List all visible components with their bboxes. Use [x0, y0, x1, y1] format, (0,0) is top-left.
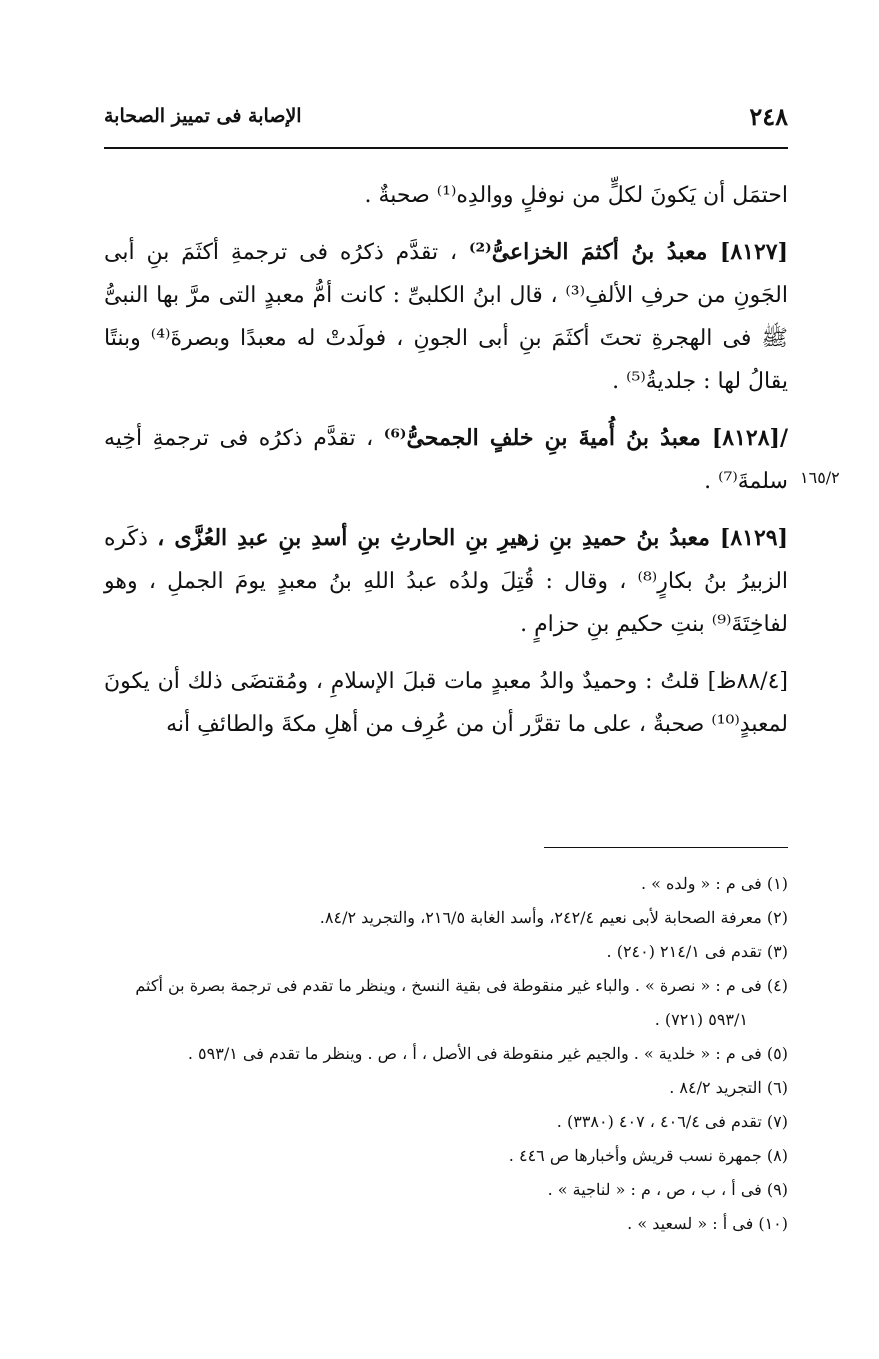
paragraph-continuation [104, 174, 788, 217]
footnote-1: (١) فى م : « ولده » . [640, 874, 788, 893]
main-text [104, 174, 788, 760]
entry-text: ، تقدَّم ذكرُه فى ترجمةِ أخِيه سلمةَ⁽⁷⁾ . [104, 426, 788, 494]
footnote-9: (٩) فى أ ، ب ، ص ، م : « لناجية » . [547, 1180, 788, 1199]
entry-heading: [٨١٢٧] معبدُ بنُ أكثمَ الخزاعىُّ⁽²⁾ [468, 239, 788, 265]
running-header [104, 96, 788, 136]
footnote-3: (٣) تقدم فى ٢١٤/١ (٢٤٠) . [606, 942, 788, 961]
entry-heading: /[٨١٢٨] معبدُ بنُ أُميةَ بنِ خلفٍ الجمحىُّ⁽⁶⁾ [383, 425, 788, 451]
entry-text: ذكَره الزبيرُ بنُ بكارٍ⁽⁸⁾ ، وقال : قُتِلَ ولدُه عبدُ اللهِ بنُ معبدٍ يومَ الجملِ ، وهو لفاخِتَةَ⁽⁹⁾ بنتِ حكيمِ بنِ حزامٍ . [104, 526, 789, 637]
footnote-6: (٦) التجريد ٨٤/٢ . [669, 1078, 788, 1097]
footnote-5: (٥) فى م : « خلدية » . والجيم غير منقوطة فى الأصل ، أ ، ص . وينظر ما تقدم فى ٥٩٣/١ . [187, 1044, 788, 1063]
footnote-10: (١٠) فى أ : « لسعيد » . [627, 1214, 788, 1233]
footnote-4: (٤) فى م : « نصرة » . والباء غير منقوطة فى بقية النسخ ، وينظر ما تقدم فى ترجمة بصرة بن أكثم [135, 976, 788, 995]
paragraph-text: [٨٨/٤ظ] قلتُ : وحميدٌ والدُ معبدٍ مات قبلَ الإسلامِ ، ومُقتضَى ذلك أن يكونَ لمعبدٍ⁽¹⁰⁾ صحبةٌ ، على ما تقرَّر أن من عُرِف من أهلِ مكةَ والطائفِ أنه [104, 669, 788, 737]
entry-text: ، تقدَّم ذكرُه فى ترجمةِ أكثَمَ بنِ أبى الجَونِ من حرفِ الألفِ⁽³⁾ ، قال ابنُ الكلبىِّ : كانت أمُّ معبدٍ التى مرَّ بها النبىُّ ﷺ فى الهجرةِ تحتَ أكثَمَ بنِ أبى الجونِ ، فولَدتْ له معبدًا وبصرةَ⁽⁴⁾ وبنتًا يقالُ لها : جلديةُ⁽⁵⁾ . [104, 240, 789, 394]
entry-8128 [104, 417, 788, 503]
entry-8127 [104, 231, 788, 403]
footnotes [104, 868, 788, 1242]
footnote-4-continuation: ٥٩٣/١ (٧٢١) . [654, 1010, 748, 1029]
page-number: ٢٤٨ [749, 101, 788, 131]
header-rule [104, 147, 788, 149]
margin-folio-note: ١٦٥/٢ [800, 468, 840, 487]
footnote-separator [544, 847, 788, 848]
book-title: الإصابة فى تمييز الصحابة [104, 105, 302, 127]
commentary-paragraph [104, 660, 788, 746]
footnote-7: (٧) تقدم فى ٤٠٦/٤ ، ٤٠٧ (٣٣٨٠) . [556, 1112, 788, 1131]
footnote-2: (٢) معرفة الصحابة لأبى نعيم ٢٤٢/٤، وأسد الغابة ٢١٦/٥، والتجريد ٨٤/٢. [319, 908, 788, 927]
footnote-8: (٨) جمهرة نسب قريش وأخبارها ص ٤٤٦ . [508, 1146, 788, 1165]
paragraph-text: احتمَل أن يَكونَ لكلٍّ من نوفلٍ ووالدِه⁽¹⁾ صحبةٌ . [364, 183, 788, 208]
entry-8129 [104, 517, 788, 646]
entry-heading: [٨١٢٩] معبدُ بنُ حميدِ بنِ زهيرِ بنِ الحارثِ بنِ أسدِ بنِ عبدِ العُزَّى ، [157, 525, 788, 551]
